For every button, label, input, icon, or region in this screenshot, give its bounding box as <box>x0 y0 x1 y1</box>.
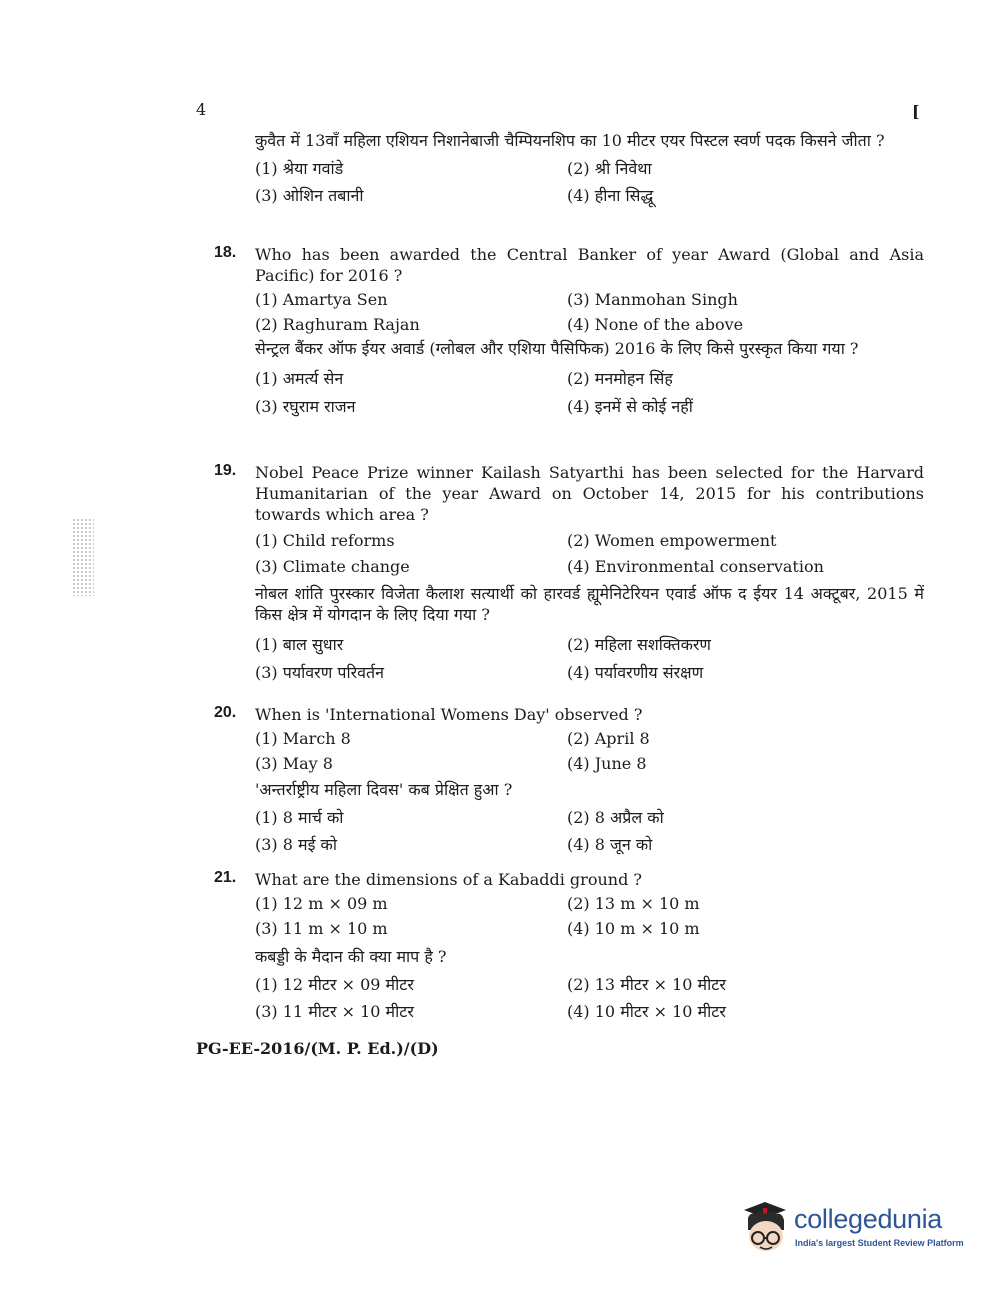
option: (1) March 8 <box>255 729 351 748</box>
option: (4) 10 m × 10 m <box>567 919 700 938</box>
option: (3) ओशिन तबानी <box>255 186 364 205</box>
question-21-options-hi <box>255 967 924 1027</box>
question-19-stem-en: Nobel Peace Prize winner Kailash Satyarthi has been selected for the Harvard Humanitarian of the year Award on October 14, 2015 for his contributions towards which area ? <box>255 463 924 524</box>
option: (4) Environmental conservation <box>567 557 824 576</box>
option: (3) May 8 <box>255 754 333 773</box>
mascot-icon <box>738 1200 792 1256</box>
question-18-stem-hi: सेन्ट्रल बैंकर ऑफ ईयर अवार्ड (ग्लोबल और एशिया पैसिफिक) 2016 के लिए किसे पुरस्कृत किया गया ? <box>255 339 859 358</box>
option: (1) Child reforms <box>255 531 395 550</box>
question-19-options-hi <box>255 625 924 685</box>
question-19-stem-hi: नोबल शांति पुरस्कार विजेता कैलाश सत्यार्थी को हारवर्ड ह्यूमेनिटेरियन एवार्ड ऑफ द ईयर 14 अक्टूबर, 2015 में किस क्षेत्र में योगदान के लिए दिया गया ? <box>255 584 924 624</box>
option: (4) इनमें से कोई नहीं <box>567 397 693 416</box>
question-17-block <box>214 130 924 209</box>
option: (3) 11 मीटर × 10 मीटर <box>255 1002 414 1021</box>
collegedunia-logo <box>738 1198 964 1258</box>
question-17-stem-hi: कुवैत में 13वाँ महिला एशियन निशानेबाजी चैम्पियनशिप का 10 मीटर एयर पिस्टल स्वर्ण पदक किसने जीता ? <box>255 131 885 150</box>
question-20-options-hi <box>255 800 924 860</box>
question-number: 21. <box>214 869 237 886</box>
option: (1) 8 मार्च को <box>255 808 344 827</box>
question-18-options-en <box>255 286 924 338</box>
question-18-block <box>214 244 924 419</box>
option: (3) रघुराम राजन <box>255 397 356 416</box>
option: (4) June 8 <box>567 754 647 773</box>
paper-code: PG-EE-2016/(M. P. Ed.)/(D) <box>196 1039 439 1058</box>
question-20-stem-en: When is 'International Womens Day' observed ? <box>255 705 643 724</box>
question-number: 18. <box>214 244 237 261</box>
dot-grid-decoration <box>72 518 94 596</box>
question-20-options-en <box>255 725 924 779</box>
option: (3) पर्यावरण परिवर्तन <box>255 663 385 682</box>
logo-wordmark: collegedunia <box>794 1204 943 1234</box>
option: (2) महिला सशक्तिकरण <box>567 635 711 654</box>
option: (1) श्रेया गवांडे <box>255 159 344 178</box>
option: (4) हीना सिद्धू <box>567 186 654 205</box>
option: (4) 8 जून को <box>567 835 653 854</box>
option: (3) 11 m × 10 m <box>255 919 388 938</box>
question-19-options-en <box>255 525 924 583</box>
option: (2) श्री निवेथा <box>567 159 652 178</box>
option: (1) बाल सुधार <box>255 635 344 654</box>
question-20-block <box>214 704 924 860</box>
question-18-options-hi <box>255 359 924 419</box>
question-21-options-en <box>255 890 924 946</box>
option: (2) Raghuram Rajan <box>255 315 420 334</box>
option: (3) 8 मई को <box>255 835 337 854</box>
question-number: 20. <box>214 704 237 721</box>
option: (3) Climate change <box>255 557 410 576</box>
option: (2) Women empowerment <box>567 531 777 550</box>
option: (2) 8 अप्रैल को <box>567 808 664 827</box>
option: (4) पर्यावरणीय संरक्षण <box>567 663 704 682</box>
option: (2) April 8 <box>567 729 650 748</box>
question-number: 19. <box>214 462 237 479</box>
question-21-block <box>214 869 924 1027</box>
option: (1) 12 m × 09 m <box>255 894 388 913</box>
option: (1) Amartya Sen <box>255 290 388 309</box>
option: (4) None of the above <box>567 315 744 334</box>
option: (1) अमर्त्य सेन <box>255 369 344 388</box>
page-number: 4 <box>196 100 207 119</box>
option: (2) 13 मीटर × 10 मीटर <box>567 975 726 994</box>
question-20-stem-hi: 'अन्तर्राष्ट्रीय महिला दिवस' कब प्रेक्षित हुआ ? <box>255 780 513 799</box>
logo-tagline: India's largest Student Review Platform <box>795 1238 964 1248</box>
question-17-options-hi <box>255 151 924 209</box>
option: (4) 10 मीटर × 10 मीटर <box>567 1002 726 1021</box>
option: (3) Manmohan Singh <box>567 290 738 309</box>
option: (2) मनमोहन सिंह <box>567 369 673 388</box>
question-18-stem-en: Who has been awarded the Central Banker of year Award (Global and Asia Pacific) for 2016 ? <box>255 245 924 285</box>
corner-mark: [ <box>912 102 920 121</box>
question-21-stem-en: What are the dimensions of a Kabaddi ground ? <box>255 870 642 889</box>
question-19-block <box>214 462 924 685</box>
question-21-stem-hi: कबड्डी के मैदान की क्या माप है ? <box>255 947 447 966</box>
option: (2) 13 m × 10 m <box>567 894 700 913</box>
option: (1) 12 मीटर × 09 मीटर <box>255 975 414 994</box>
